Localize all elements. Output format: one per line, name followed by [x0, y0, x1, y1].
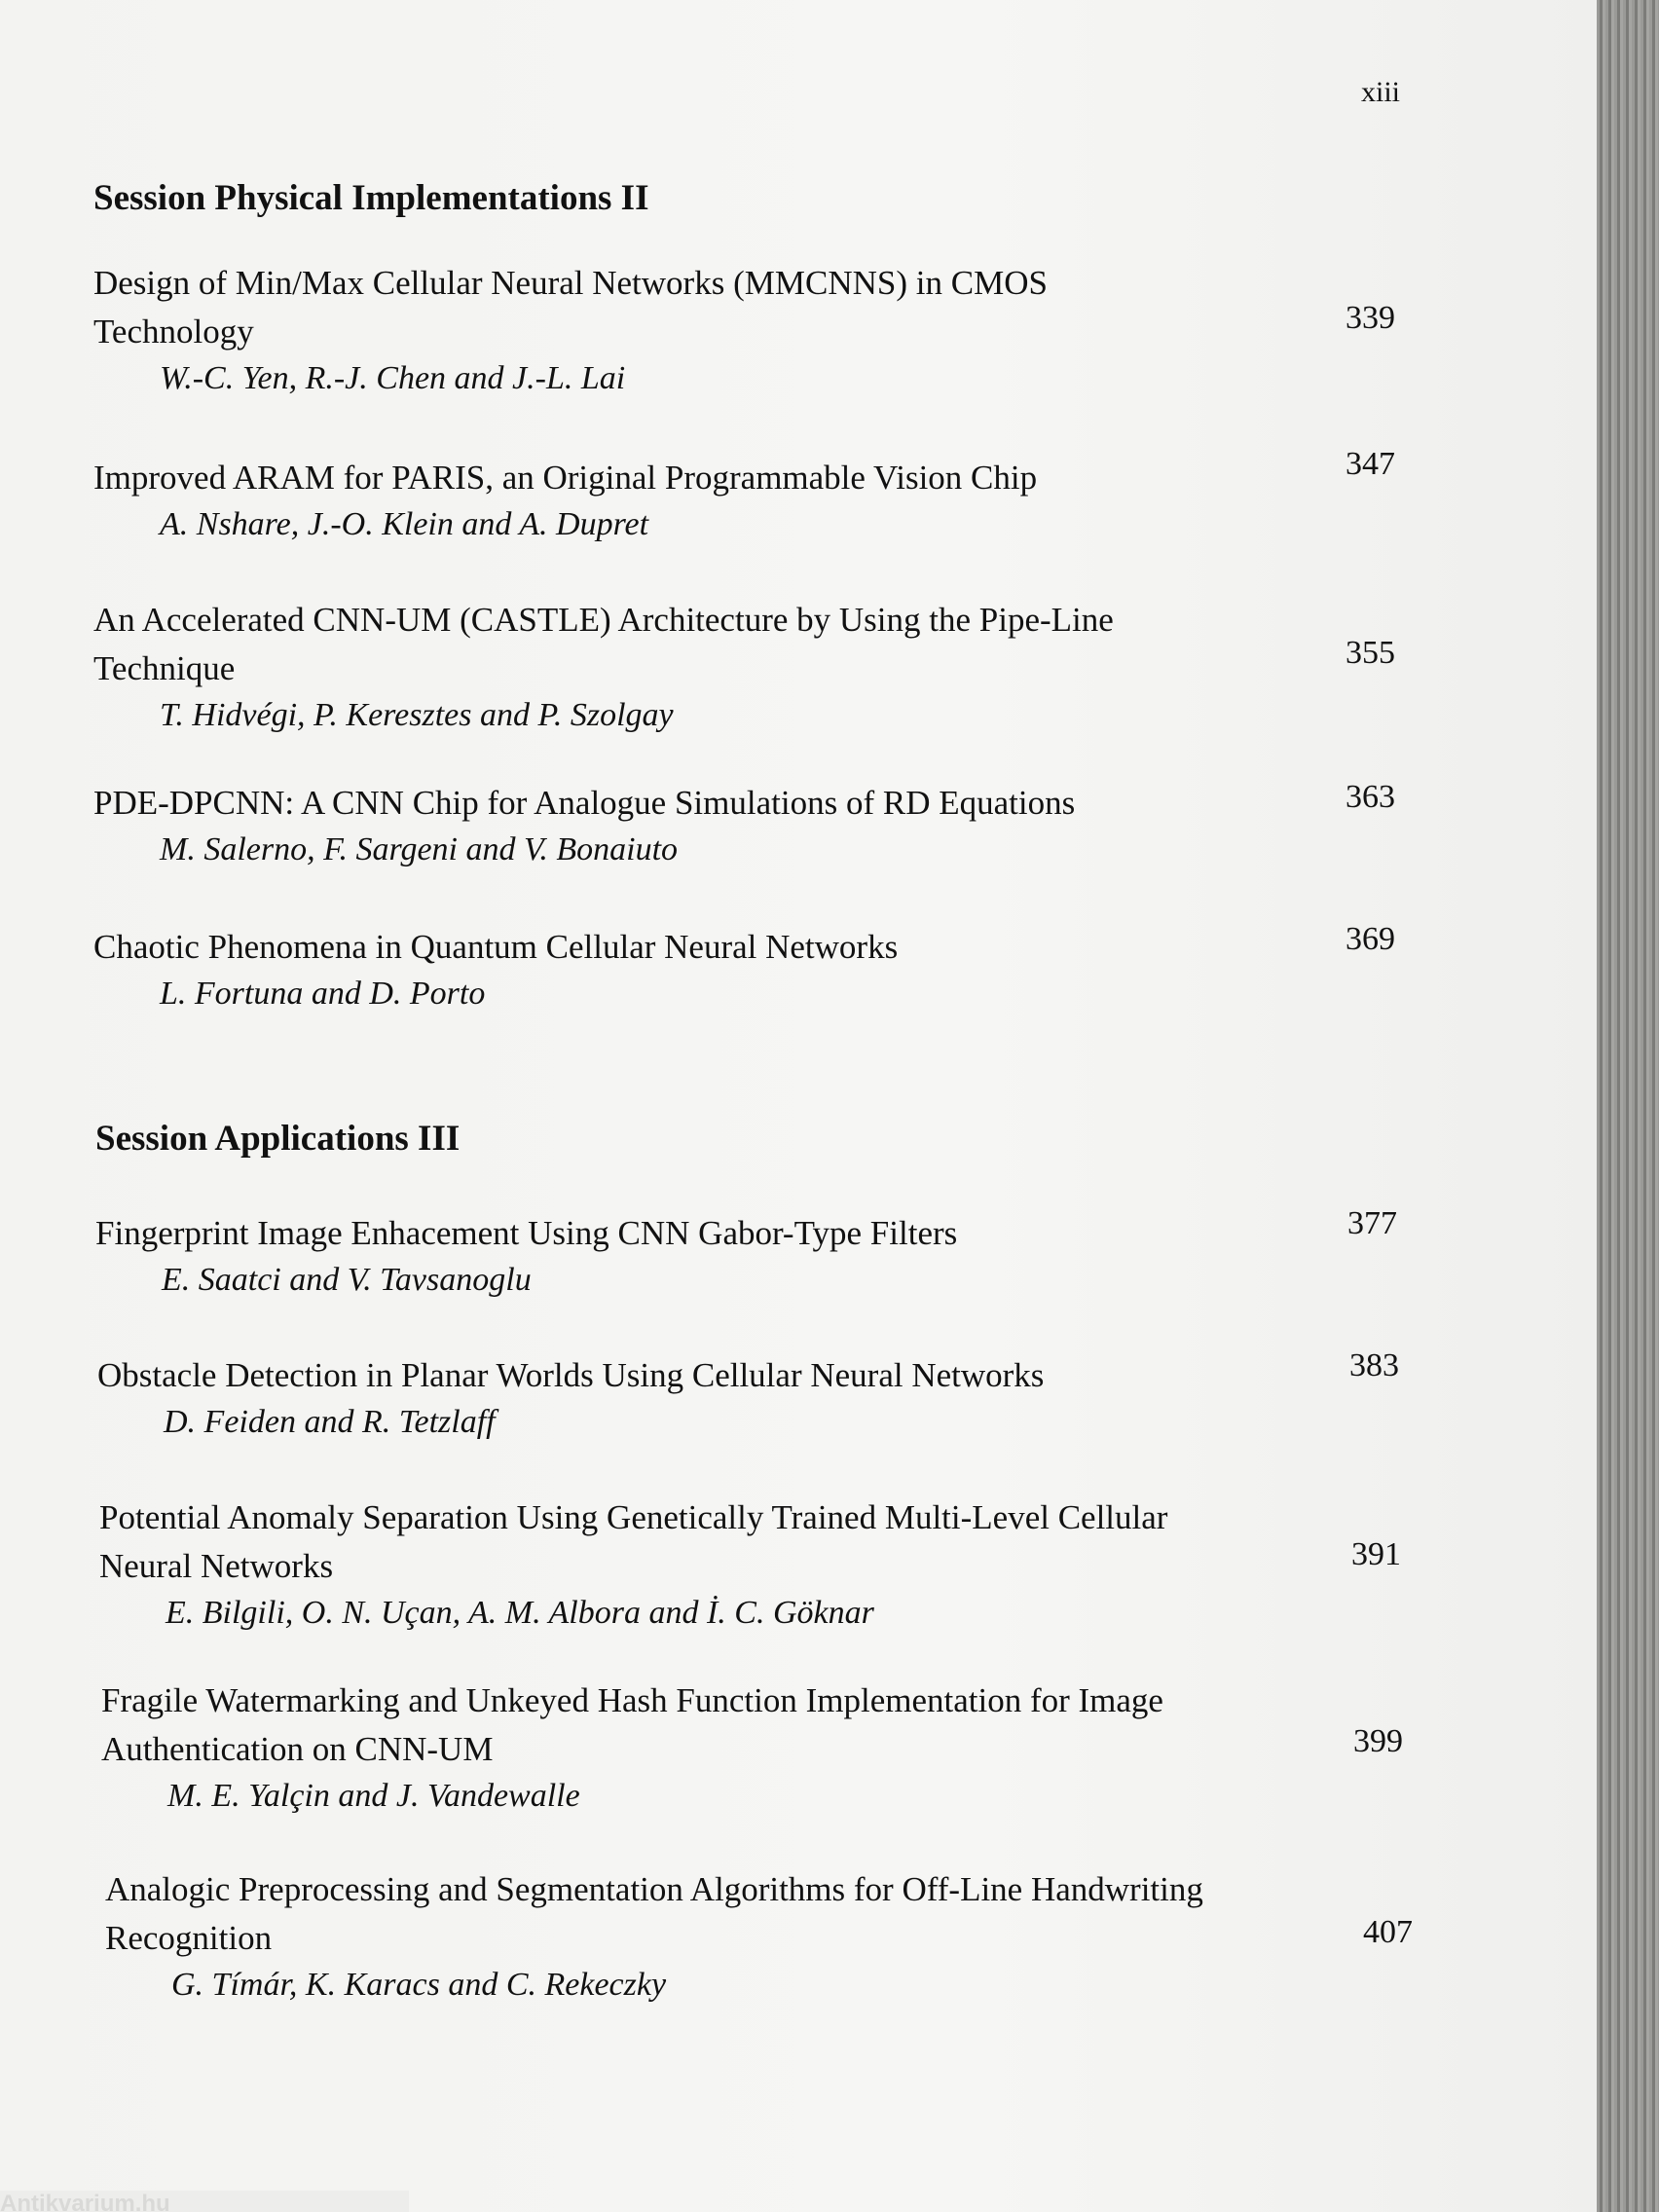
- entry-title: Fingerprint Image Enhacement Using CNN Gabor-Type Filters: [95, 1214, 958, 1252]
- toc-entry: [97, 1347, 1399, 1445]
- entry-title: Improved ARAM for PARIS, an Original Programmable Vision Chip: [93, 459, 1038, 497]
- entry-title: Obstacle Detection in Planar Worlds Using Cellular Neural Networks: [97, 1356, 1045, 1394]
- entry-authors: M. E. Yalçin and J. Vandewalle: [167, 1778, 580, 1814]
- entry-authors: T. Hidvégi, P. Keresztes and P. Szolgay: [160, 697, 674, 733]
- entry-title: Fragile Watermarking and Unkeyed Hash Function Implementation for Image Authentication on CNN-UM: [101, 1681, 1163, 1768]
- toc-entry: [99, 1493, 1401, 1636]
- entry-page: 369: [1346, 921, 1395, 957]
- toc-entry: [93, 779, 1395, 872]
- entry-page: 383: [1349, 1347, 1399, 1383]
- page-number: xiii: [1361, 76, 1401, 108]
- entry-title: An Accelerated CNN-UM (CASTLE) Architecture by Using the Pipe-Line Technique: [93, 601, 1114, 687]
- toc-entry: [95, 1205, 1397, 1303]
- book-page-edges: [1597, 0, 1659, 2212]
- entry-page: 339: [1346, 300, 1395, 336]
- entry-authors: L. Fortuna and D. Porto: [160, 976, 486, 1012]
- entry-title: Potential Anomaly Separation Using Genetically Trained Multi-Level Cellular Neural Networks: [99, 1498, 1168, 1585]
- entry-title: PDE-DPCNN: A CNN Chip for Analogue Simulations of RD Equations: [93, 784, 1076, 822]
- toc-entry: [93, 921, 1395, 1016]
- entry-page: 355: [1346, 635, 1395, 671]
- entry-authors: M. Salerno, F. Sargeni and V. Bonaiuto: [160, 831, 679, 867]
- entry-authors: W.-C. Yen, R.-J. Chen and J.-L. Lai: [160, 360, 626, 396]
- entry-page: 363: [1346, 779, 1395, 815]
- session-heading: Session Applications III: [95, 1119, 461, 1159]
- entry-authors: E. Bilgili, O. N. Uçan, A. M. Albora and İ. C. Göknar: [166, 1595, 874, 1631]
- toc-entry: [93, 259, 1395, 401]
- entry-page: 377: [1347, 1205, 1397, 1241]
- toc-entry: [93, 596, 1395, 738]
- entry-page: 407: [1363, 1914, 1413, 1950]
- entry-page: 347: [1346, 446, 1395, 482]
- toc-entry: [93, 446, 1395, 547]
- footer-watermark: Antikvarium.hu: [0, 2191, 409, 2212]
- entry-page: 391: [1351, 1536, 1401, 1572]
- entry-page: 399: [1353, 1723, 1403, 1759]
- entry-authors: D. Feiden and R. Tetzlaff: [164, 1404, 496, 1440]
- entry-authors: E. Saatci and V. Tavsanoglu: [162, 1262, 532, 1298]
- toc-entry: [105, 1865, 1413, 2008]
- entry-authors: G. Tímár, K. Karacs and C. Rekeczky: [171, 1967, 667, 2003]
- entry-title: Design of Min/Max Cellular Neural Networks (MMCNNS) in CMOS Technology: [93, 264, 1048, 350]
- entry-authors: A. Nshare, J.-O. Klein and A. Dupret: [160, 506, 649, 542]
- entry-title: Analogic Preprocessing and Segmentation Algorithms for Off-Line Handwriting Recognition: [105, 1870, 1203, 1957]
- toc-entry: [101, 1677, 1403, 1819]
- session-heading: Session Physical Implementations II: [93, 178, 649, 218]
- entry-title: Chaotic Phenomena in Quantum Cellular Neural Networks: [93, 928, 899, 966]
